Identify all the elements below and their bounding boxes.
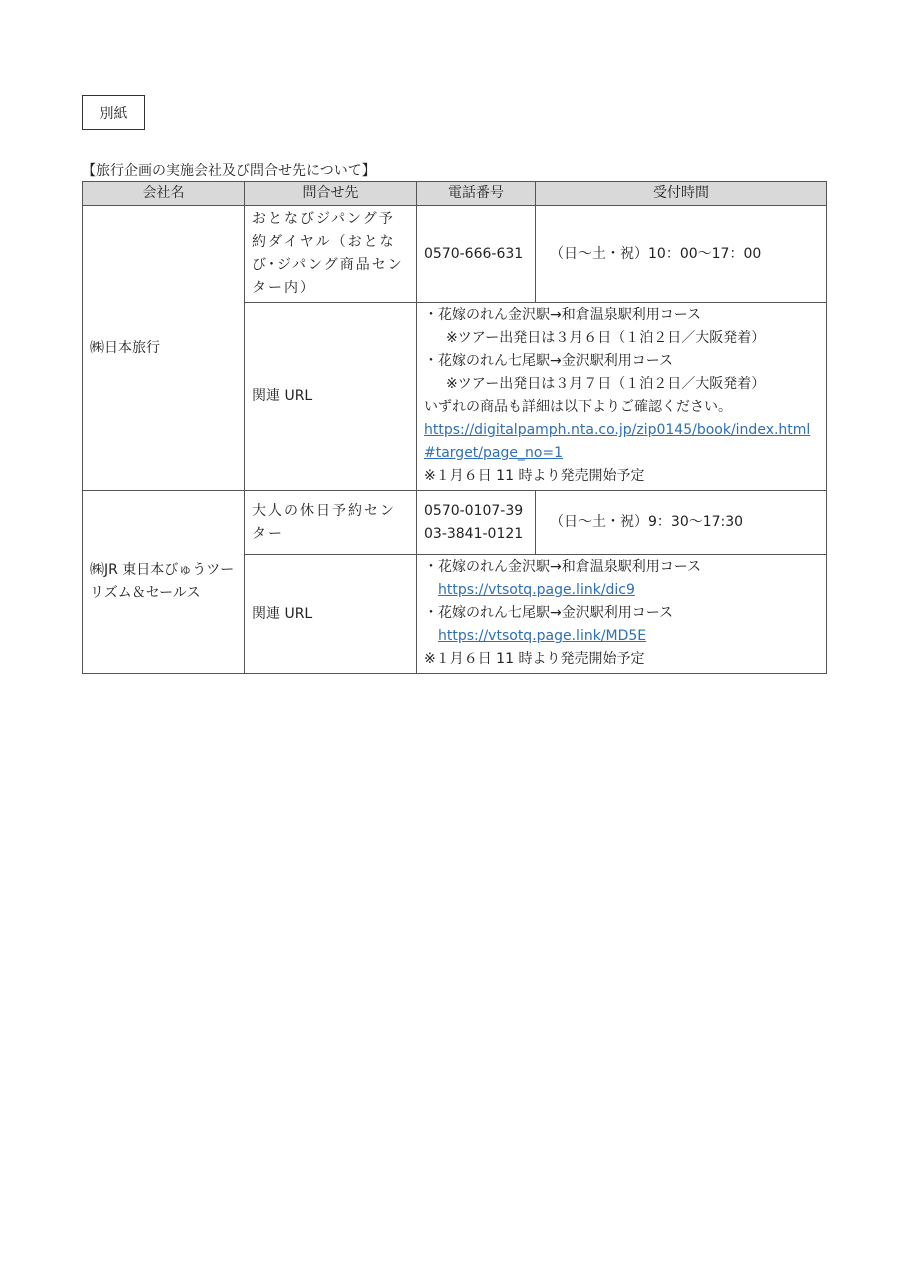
course-item: ・花嫁のれん七尾駅→金沢駅利用コース: [424, 353, 674, 369]
hours-jr: （日〜土・祝）9：30〜17:30: [536, 491, 827, 555]
attachment-label: 別紙: [82, 95, 145, 130]
jr-url-2[interactable]: https://vtsotq.page.link/MD5E: [438, 628, 647, 644]
company-jr: ㈱JR 東日本びゅうツーリズム＆セールス: [83, 491, 245, 674]
url-label-jr: 関連 URL: [245, 555, 417, 674]
phone-nta: 0570-666-631: [417, 206, 536, 303]
nta-url-link[interactable]: https://digitalpamph.nta.co.jp/zip0145/book/index.html#target/page_no=1: [424, 422, 811, 461]
hours-nta: （日〜土・祝）10：00〜17：00: [536, 206, 827, 303]
phone-jr-2: 03-3841-0121: [424, 525, 524, 542]
course-item: ・花嫁のれん金沢駅→和倉温泉駅利用コース: [424, 559, 702, 575]
contact-nta: おとなびジパング予約ダイヤル（おとなび･ジパング商品センター内）: [245, 206, 417, 303]
course-note: ※ツアー出発日は３月７日（１泊２日／大阪発着）: [446, 376, 766, 392]
details-jr: [417, 555, 827, 674]
sale-note: ※１月６日 11 時より発売開始予定: [424, 651, 645, 667]
header-hours: 受付時間: [536, 182, 827, 206]
details-nta: [417, 303, 827, 491]
phone-jr: [417, 491, 536, 555]
table-row: [83, 206, 827, 303]
table-header-row: [83, 182, 827, 206]
jr-url-link-2[interactable]: [424, 625, 819, 648]
jr-url-link-1[interactable]: [424, 579, 819, 602]
table-row: [83, 491, 827, 555]
header-contact: 問合せ先: [245, 182, 417, 206]
contact-table: [82, 181, 827, 674]
header-company: 会社名: [83, 182, 245, 206]
course-item: ・花嫁のれん金沢駅→和倉温泉駅利用コース: [424, 307, 702, 323]
url-label-nta: 関連 URL: [245, 303, 417, 491]
company-nta: ㈱日本旅行: [83, 206, 245, 491]
contact-jr: 大人の休日予約センター: [245, 491, 417, 555]
jr-url-1[interactable]: https://vtsotq.page.link/dic9: [438, 582, 635, 598]
header-phone: 電話番号: [417, 182, 536, 206]
phone-jr-1: 0570-0107-39: [424, 502, 524, 519]
detail-note: いずれの商品も詳細は以下よりご確認ください。: [424, 399, 732, 415]
section-heading: 【旅行企画の実施会社及び問合せ先について】: [82, 163, 376, 179]
sale-note: ※１月６日 11 時より発売開始予定: [424, 468, 645, 484]
course-note: ※ツアー出発日は３月６日（１泊２日／大阪発着）: [446, 330, 766, 346]
course-item: ・花嫁のれん七尾駅→金沢駅利用コース: [424, 605, 674, 621]
